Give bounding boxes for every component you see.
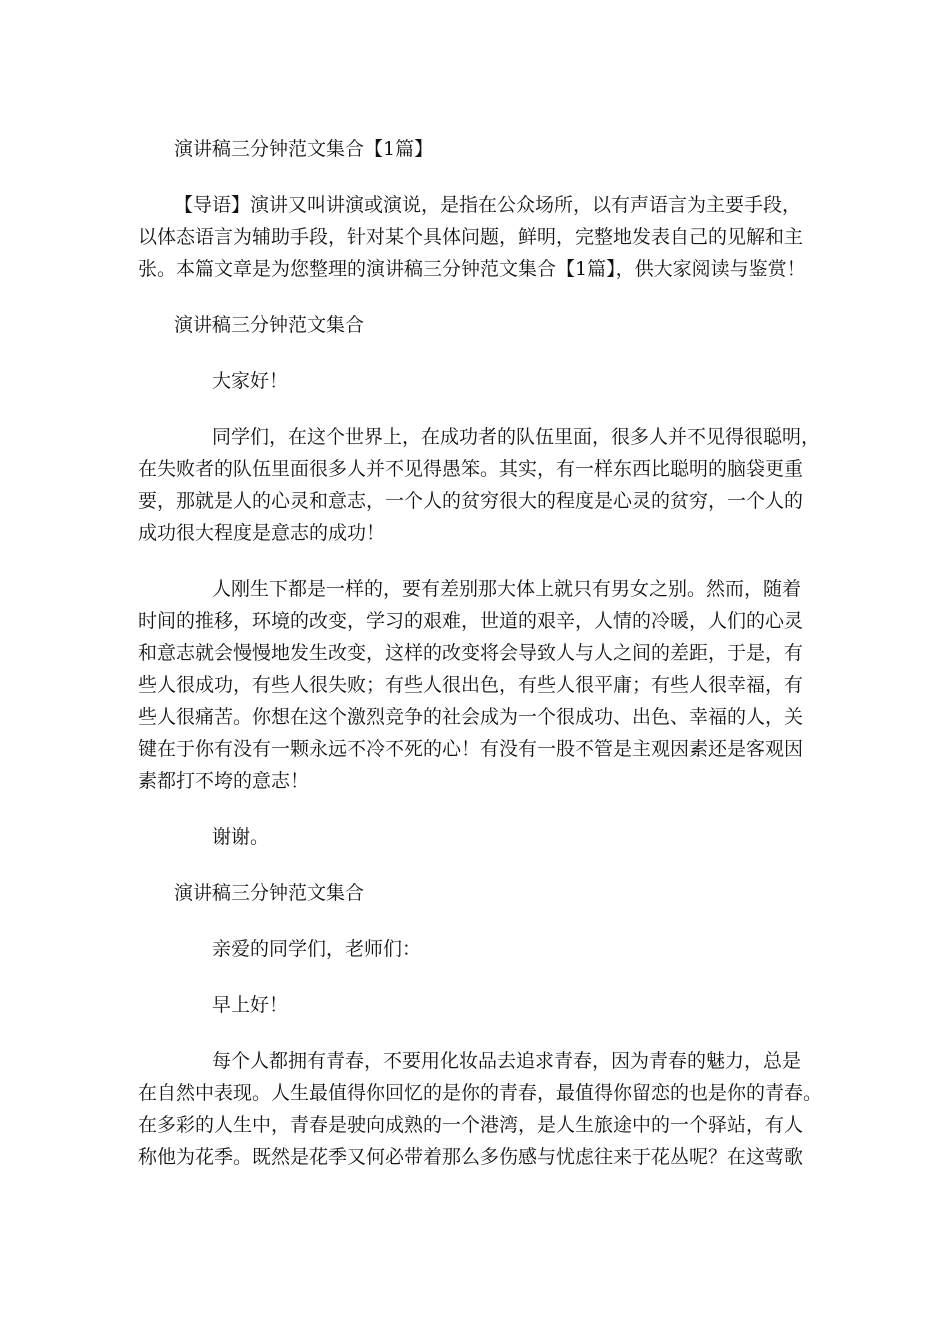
greeting: 早上好！ (212, 994, 289, 1016)
paragraph-line: 和意志就会慢慢地发生改变，这样的改变将会导致人与人之间的差距，于是，有 (138, 642, 804, 664)
intro-paragraph (138, 189, 812, 285)
paragraph-line: 要，那就是人的心灵和意志，一个人的贫穷很大的程度是心灵的贫穷，一个人的 (138, 490, 804, 512)
intro-line: 以体态语言为辅助手段，针对某个具体问题，鲜明，完整地发表自己的见解和主 (138, 226, 804, 248)
paragraph-line: 素都打不垮的意志！ (138, 770, 310, 792)
intro-line: 【导语】演讲又叫讲演或演说，是指在公众场所，以有声语言为主要手段， (174, 194, 802, 216)
paragraph-line: 每个人都拥有青春，不要用化妆品去追求青春，因为青春的魅力，总是 (212, 1050, 802, 1072)
paragraph-line: 在多彩的人生中，青春是驶向成熟的一个港湾，是人生旅途中的一个驿站，有人 (138, 1114, 804, 1136)
document-title: 演讲稿三分钟范文集合【1篇】 (174, 138, 434, 160)
greeting: 大家好！ (212, 370, 289, 392)
paragraph-line: 成功很大程度是意志的成功！ (138, 522, 386, 544)
paragraph-line: 人刚生下都是一样的，要有差别那大体上就只有男女之别。然而，随着 (212, 578, 802, 600)
body-paragraph (138, 1045, 823, 1173)
paragraph-line: 些人很痛苦。你想在这个激烈竞争的社会成为一个很成功、出色、幸福的人，关 (138, 706, 804, 728)
section-heading: 演讲稿三分钟范文集合 (174, 314, 365, 336)
body-paragraph (138, 421, 821, 549)
closing: 谢谢。 (212, 826, 270, 848)
paragraph-line: 键在于你有没有一颗永远不冷不死的心！有没有一股不管是主观因素还是客观因 (138, 738, 804, 760)
body-paragraph (138, 573, 812, 797)
paragraph-line: 些人很成功，有些人很失败；有些人很出色，有些人很平庸；有些人很幸福，有 (138, 674, 804, 696)
paragraph-line: 时间的推移，环境的改变，学习的艰难，世道的艰辛，人情的冷暖，人们的心灵 (138, 610, 804, 632)
salutation: 亲爱的同学们，老师们： (212, 938, 422, 960)
document-page (138, 133, 823, 1173)
paragraph-line: 在失败者的队伍里面很多人并不见得愚笨。其实，有一样东西比聪明的脑袋更重 (138, 458, 804, 480)
intro-line: 张。本篇文章是为您整理的演讲稿三分钟范文集合【1篇】，供大家阅读与鉴赏！ (138, 258, 806, 280)
paragraph-line: 在自然中表现。人生最值得你回忆的是你的青春，最值得你留恋的也是你的青春。 (138, 1082, 823, 1104)
section-heading: 演讲稿三分钟范文集合 (174, 882, 365, 904)
paragraph-line: 同学们，在这个世界上，在成功者的队伍里面，很多人并不见得很聪明， (212, 426, 821, 448)
paragraph-line: 称他为花季。既然是花季又何必带着那么多伤感与忧虑往来于花丛呢？在这莺歌 (138, 1146, 804, 1168)
